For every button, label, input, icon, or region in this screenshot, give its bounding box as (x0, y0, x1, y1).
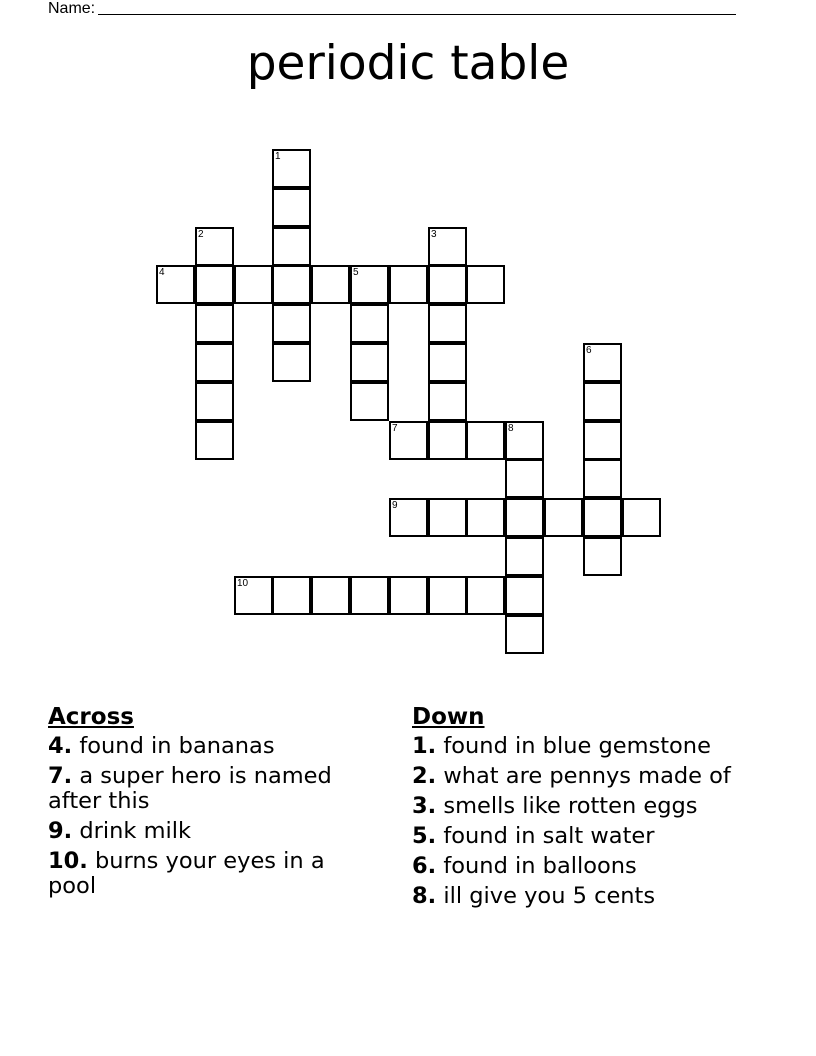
grid-cell[interactable] (622, 498, 661, 537)
clue-item (48, 819, 373, 844)
grid-cell[interactable] (311, 265, 350, 304)
grid-cell[interactable] (350, 382, 389, 421)
grid-cell[interactable] (505, 421, 544, 460)
clue-text: found in salt water (443, 823, 655, 849)
clue-number-label: 4 (159, 267, 165, 278)
grid-cell[interactable] (466, 265, 505, 304)
clue-item (412, 884, 752, 909)
grid-cell[interactable] (583, 343, 622, 382)
grid-cell[interactable] (350, 265, 389, 304)
grid-cell[interactable] (428, 304, 467, 343)
grid-cell[interactable] (272, 343, 311, 382)
clue-number: 9. (48, 818, 73, 844)
grid-cell[interactable] (195, 304, 234, 343)
grid-cell[interactable] (272, 576, 311, 615)
down-clues (412, 702, 752, 914)
clue-item (412, 824, 752, 849)
clue-number: 4. (48, 733, 73, 759)
clue-item (48, 849, 373, 899)
grid-cell[interactable] (272, 149, 311, 188)
clue-number: 3. (412, 793, 437, 819)
clue-number: 5. (412, 823, 437, 849)
grid-cell[interactable] (195, 382, 234, 421)
grid-cell[interactable] (583, 421, 622, 460)
grid-cell[interactable] (272, 188, 311, 227)
grid-cell[interactable] (505, 537, 544, 576)
clue-text: burns your eyes in a pool (48, 848, 325, 899)
grid-cell[interactable] (195, 343, 234, 382)
grid-cell[interactable] (466, 498, 505, 537)
across-clues (48, 702, 373, 904)
grid-cell[interactable] (505, 615, 544, 654)
grid-cell[interactable] (428, 576, 467, 615)
grid-cell[interactable] (389, 421, 428, 460)
clue-text: smells like rotten eggs (443, 793, 698, 819)
clue-text: a super hero is named after this (48, 763, 332, 814)
grid-cell[interactable] (272, 227, 311, 266)
clue-item (412, 854, 752, 879)
clue-item (412, 794, 752, 819)
grid-cell[interactable] (350, 304, 389, 343)
clue-number-label: 10 (237, 578, 249, 589)
clue-text: what are pennys made of (443, 763, 731, 789)
clue-number: 2. (412, 763, 437, 789)
clue-text: found in balloons (443, 853, 637, 879)
grid-cell[interactable] (234, 576, 273, 615)
clue-text: found in bananas (79, 733, 275, 759)
grid-cell[interactable] (195, 421, 234, 460)
grid-cell[interactable] (428, 227, 467, 266)
clue-number: 7. (48, 763, 73, 789)
clue-text: ill give you 5 cents (443, 883, 656, 909)
grid-cell[interactable] (583, 498, 622, 537)
grid-cell[interactable] (195, 265, 234, 304)
grid-cell[interactable] (505, 576, 544, 615)
puzzle-title: periodic table (246, 36, 570, 91)
clue-item (412, 734, 752, 759)
clue-number: 8. (412, 883, 437, 909)
grid-cell[interactable] (428, 421, 467, 460)
clue-number-label: 9 (392, 500, 398, 511)
grid-cell[interactable] (583, 459, 622, 498)
grid-cell[interactable] (272, 304, 311, 343)
grid-cell[interactable] (505, 498, 544, 537)
grid-cell[interactable] (428, 343, 467, 382)
grid-cell[interactable] (583, 537, 622, 576)
clue-item (48, 734, 373, 759)
grid-cell[interactable] (428, 382, 467, 421)
grid-cell[interactable] (195, 227, 234, 266)
grid-cell[interactable] (428, 498, 467, 537)
clue-item (48, 764, 373, 814)
clue-number-label: 1 (275, 151, 281, 162)
clue-number: 6. (412, 853, 437, 879)
clue-number: 1. (412, 733, 437, 759)
grid-cell[interactable] (466, 576, 505, 615)
clue-number: 10. (48, 848, 88, 874)
grid-cell[interactable] (389, 498, 428, 537)
grid-cell[interactable] (583, 382, 622, 421)
clue-text: found in blue gemstone (443, 733, 711, 759)
grid-cell[interactable] (272, 265, 311, 304)
clue-number-label: 3 (431, 229, 437, 240)
grid-cell[interactable] (544, 498, 583, 537)
grid-cell[interactable] (350, 576, 389, 615)
grid-cell[interactable] (428, 265, 467, 304)
grid-cell[interactable] (505, 459, 544, 498)
grid-cell[interactable] (350, 343, 389, 382)
clue-number-label: 8 (508, 423, 514, 434)
across-heading: Across (48, 704, 134, 730)
grid-cell[interactable] (389, 576, 428, 615)
clue-number-label: 6 (586, 345, 592, 356)
grid-cell[interactable] (311, 576, 350, 615)
grid-cell[interactable] (466, 421, 505, 460)
clue-number-label: 7 (392, 423, 398, 434)
clue-item (412, 764, 752, 789)
clue-number-label: 2 (198, 229, 204, 240)
down-heading: Down (412, 704, 485, 730)
clue-text: drink milk (79, 818, 192, 844)
grid-cell[interactable] (389, 265, 428, 304)
clue-number-label: 5 (353, 267, 359, 278)
grid-cell[interactable] (234, 265, 273, 304)
name-label: Name: (48, 0, 96, 17)
grid-cell[interactable] (156, 265, 195, 304)
